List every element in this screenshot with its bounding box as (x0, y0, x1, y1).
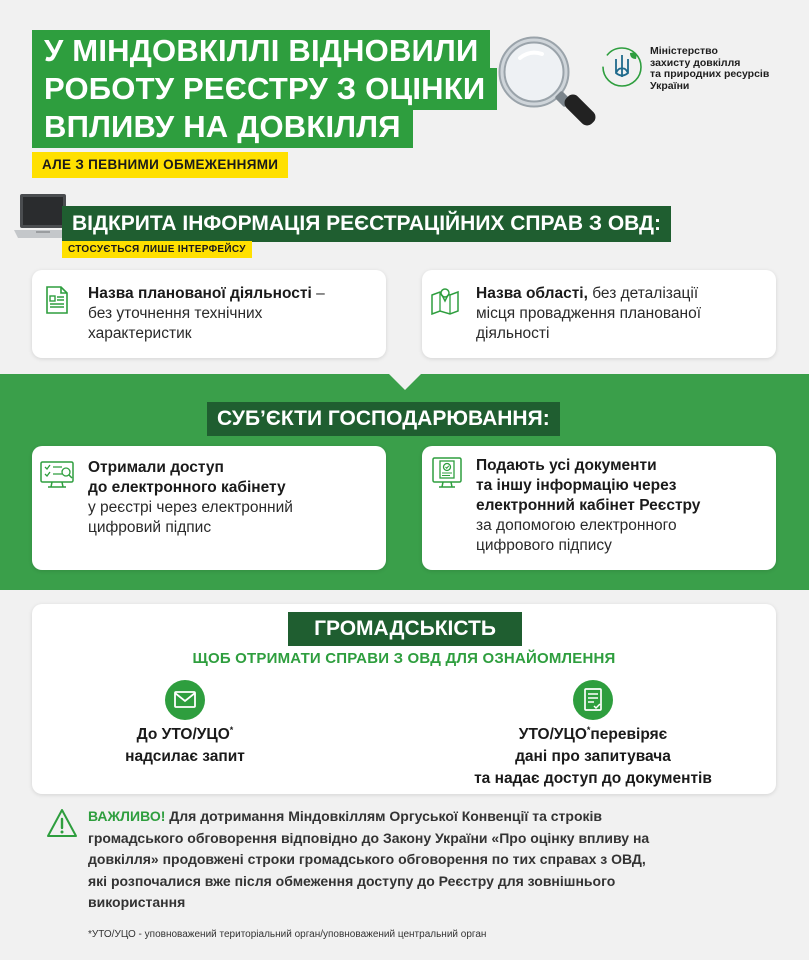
public-right-line3: та надає доступ до документів (474, 770, 712, 787)
title-subtitle: АЛЕ З ПЕВНИМИ ОБМЕЖЕННЯМИ (32, 152, 288, 178)
section-public-subtitle: ЩОБ ОТРИМАТИ СПРАВИ З ОВД ДЛЯ ОЗНАЙОМЛЕННЯ (192, 650, 616, 667)
important-line2: громадського обговорення відповідно до Закону України «Про оцінку впливу на (88, 829, 650, 846)
card-access-bold1: Отримали доступ (88, 459, 224, 476)
important-line3: довкілля» продовжені строки громадського обговорення по тих справах з ОВД, (88, 851, 646, 867)
card-access-rest1: у реєстрі через електронний (88, 499, 293, 516)
important-label: ВАЖЛИВО! (88, 808, 166, 824)
section-business-title: СУБ’ЄКТИ ГОСПОДАРЮВАННЯ: (207, 402, 560, 436)
card-activity-name (32, 270, 386, 358)
section-public-title: ГРОМАДСЬКІСТЬ (288, 612, 522, 646)
ministry-logo (600, 45, 790, 95)
document-check-icon (573, 680, 613, 720)
card-activity-rest1: – (311, 285, 325, 302)
public-right-sup: * (586, 724, 591, 735)
public-right-line1b: перевіряє (590, 726, 668, 743)
card-access-text (88, 458, 378, 538)
public-left-sup: * (229, 724, 234, 735)
section-open-note: СТОСУЄТЬСЯ ЛИШЕ ІНТЕРФЕЙСУ (62, 241, 252, 258)
title-line-3: ВПЛИВУ НА ДОВКІЛЛЯ (32, 106, 413, 148)
warning-icon (46, 808, 78, 838)
card-submit-rest2: цифрового підпису (476, 537, 612, 554)
ministry-emblem-icon (600, 45, 644, 89)
public-right-line2: дані про запитувача (515, 748, 671, 765)
public-left-line2: надсилає запит (125, 748, 245, 765)
public-left-line1: До УТО/УЦО (136, 726, 230, 743)
card-region-name (422, 270, 776, 358)
card-region-text (476, 284, 771, 344)
important-line1: Для дотримання Міндовкіллям Оргуської Конвенції та строків (165, 808, 603, 824)
card-activity-rest3: характеристик (88, 325, 192, 342)
card-activity-rest2: без уточнення технічних (88, 305, 263, 322)
card-region-bold: Назва області, (476, 285, 588, 302)
important-notice (88, 806, 788, 914)
public-left-text (95, 724, 275, 768)
title-line-2: РОБОТУ РЕЄСТРУ З ОЦІНКИ (32, 68, 497, 110)
monitor-checklist-icon (40, 460, 74, 490)
card-region-rest3: діяльності (476, 325, 550, 342)
envelope-icon (165, 680, 205, 720)
ministry-line-2: захисту довкілля (650, 56, 741, 69)
signed-document-icon (432, 456, 462, 490)
important-line4: які розпочалися вже після обмеження доступу до Реєстру для зовнішнього (88, 872, 616, 889)
section-open-title: ВІДКРИТА ІНФОРМАЦІЯ РЕЄСТРАЦІЙНИХ СПРАВ З ОВД: (62, 206, 671, 242)
ministry-line-4: України (650, 79, 690, 92)
card-activity-bold: Назва планованої діяльності (88, 285, 312, 302)
ministry-line-3: та природних ресурсів (650, 68, 770, 80)
card-submit-documents (422, 446, 776, 570)
document-icon (42, 285, 72, 315)
band-notch (389, 374, 421, 390)
ministry-name (650, 46, 790, 92)
card-access-rest2: цифровий підпис (88, 519, 212, 536)
card-access-cabinet (32, 446, 386, 570)
important-line5: використання (88, 894, 186, 910)
envelope-circle (165, 680, 205, 720)
magnifier-icon (490, 30, 600, 140)
card-submit-bold3: електронний кабінет Реєстру (476, 497, 701, 514)
footnote: *УТО/УЦО - уповноважений територіальний орган/уповноважений центральний орган (88, 929, 487, 940)
card-submit-bold2: та іншу інформацію через (476, 477, 677, 494)
card-activity-text (88, 284, 378, 344)
card-submit-text (476, 456, 771, 556)
public-right-line1a: УТО/УЦО (518, 726, 587, 743)
card-access-bold2: до електронного кабінету (88, 479, 286, 496)
document-check-circle (573, 680, 613, 720)
ministry-line-1: Міністерство (650, 45, 718, 57)
map-icon (430, 285, 460, 315)
card-region-rest1: без деталізації (587, 285, 699, 302)
title-line-1: У МІНДОВКІЛЛІ ВІДНОВИЛИ (32, 30, 490, 72)
card-region-rest2: місця провадження планованої (476, 305, 701, 322)
card-submit-rest1: за допомогою електронного (476, 517, 677, 534)
public-right-text (438, 724, 748, 790)
card-submit-bold1: Подають усі документи (476, 457, 657, 474)
